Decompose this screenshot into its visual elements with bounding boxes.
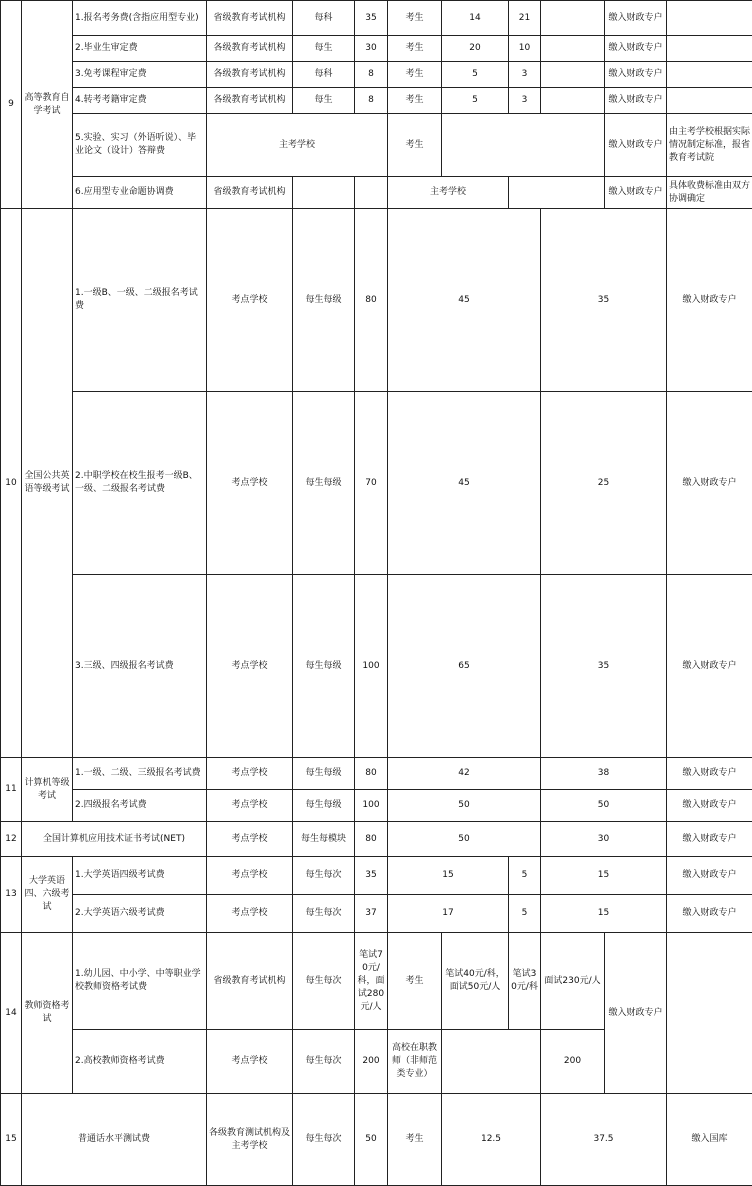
share-a: 15: [388, 857, 509, 895]
table-row: [1, 177, 752, 209]
table-row: [1, 857, 752, 895]
share-c: 面试230元/人: [541, 933, 605, 1030]
charging-basis: 每生: [293, 36, 355, 62]
fee-item: 2.大学英语六级考试费: [73, 895, 207, 933]
share-c: 38: [541, 758, 667, 790]
fee-standard: 80: [355, 822, 388, 857]
share-a: [442, 1030, 541, 1094]
charging-basis: 每生: [293, 88, 355, 114]
remark: [667, 933, 752, 1094]
fee-item: 6.应用型专业命题协调费: [73, 177, 207, 209]
table-row: [1, 114, 752, 177]
share-b: 10: [509, 36, 541, 62]
charging-basis: 每生每级: [293, 758, 355, 790]
fund-destination: 缴入财政专户: [667, 758, 752, 790]
group-number: 14: [1, 933, 22, 1094]
fee-standard: 8: [355, 62, 388, 88]
table-row: [1, 822, 752, 857]
payer: 考生: [388, 88, 442, 114]
share-a: 45: [388, 392, 541, 575]
remark: 具体收费标准由双方协调确定: [667, 177, 752, 209]
fee-standard: 200: [355, 1030, 388, 1094]
fund-destination: 缴入财政专户: [605, 1, 667, 36]
share-a: 50: [388, 822, 541, 857]
group-number: 15: [1, 1094, 22, 1186]
fund-destination: 缴入财政专户: [667, 209, 752, 392]
payer: 考生: [388, 114, 442, 177]
charging-unit: 省级教育考试机构: [207, 1, 293, 36]
fee-standard: 50: [355, 1094, 388, 1186]
group-category: 全国公共英语等级考试: [22, 209, 73, 758]
charging-unit: 各级教育考试机构: [207, 36, 293, 62]
charging-unit: 考点学校: [207, 209, 293, 392]
fee-item: 5.实验、实习（外语听说）、毕业论文（设计）答辩费: [73, 114, 207, 177]
payer: 考生: [388, 62, 442, 88]
group-category: 普通话水平测试费: [22, 1094, 207, 1186]
fee-item: 1.一级B、一级、二级报名考试费: [73, 209, 207, 392]
table-row: [1, 392, 752, 575]
share-c: 50: [541, 790, 667, 822]
fee-item: 1.报名考务费(含指应用型专业): [73, 1, 207, 36]
share-c: [541, 1, 605, 36]
charging-unit: 各级教育测试机构及主考学校: [207, 1094, 293, 1186]
remark: 由主考学校根据实际情况制定标准，报省教育考试院: [667, 114, 752, 177]
charging-basis: 每生每级: [293, 209, 355, 392]
fund-destination: 缴入财政专户: [667, 790, 752, 822]
charging-basis: 每科: [293, 62, 355, 88]
fund-destination: 缴入财政专户: [605, 62, 667, 88]
fee-standard: 37: [355, 895, 388, 933]
fund-destination: 缴入国库: [667, 1094, 752, 1186]
share-b: 3: [509, 88, 541, 114]
fee-standard: 100: [355, 790, 388, 822]
charging-unit: 省级教育考试机构: [207, 933, 293, 1030]
share-a: 12.5: [442, 1094, 541, 1186]
group-number: 11: [1, 758, 22, 822]
fund-destination: 缴入财政专户: [605, 933, 667, 1094]
charging-basis: 每生每次: [293, 1030, 355, 1094]
share-c: 30: [541, 822, 667, 857]
fee-standard: 8: [355, 88, 388, 114]
fee-standard: 80: [355, 209, 388, 392]
table-row: [1, 1094, 752, 1186]
share-c: 200: [541, 1030, 605, 1094]
fund-destination: 缴入财政专户: [667, 857, 752, 895]
share-b: 3: [509, 62, 541, 88]
charging-unit: 考点学校: [207, 758, 293, 790]
fee-item: 3.免考课程审定费: [73, 62, 207, 88]
payer: 主考学校: [388, 177, 509, 209]
share-c: [541, 88, 605, 114]
charging-unit: 主考学校: [207, 114, 388, 177]
remark: [667, 88, 752, 114]
fund-destination: 缴入财政专户: [667, 895, 752, 933]
charging-unit: 考点学校: [207, 790, 293, 822]
group-number: 13: [1, 857, 22, 933]
charging-unit: 考点学校: [207, 895, 293, 933]
charging-unit: 考点学校: [207, 822, 293, 857]
group-number: 12: [1, 822, 22, 857]
table-row: [1, 933, 752, 1030]
charging-basis: [293, 177, 355, 209]
fee-standard: 70: [355, 392, 388, 575]
share-c: 15: [541, 895, 667, 933]
charging-unit: 各级教育考试机构: [207, 88, 293, 114]
charging-basis: 每生每次: [293, 895, 355, 933]
group-category: 大学英语四、六级考试: [22, 857, 73, 933]
fund-destination: 缴入财政专户: [667, 575, 752, 758]
charging-unit: 考点学校: [207, 392, 293, 575]
charging-basis: 每生每级: [293, 392, 355, 575]
charging-unit: 各级教育考试机构: [207, 62, 293, 88]
remark: [667, 62, 752, 88]
share-a: [509, 177, 605, 209]
table-row: [1, 62, 752, 88]
fee-standard: 35: [355, 1, 388, 36]
share-a: 笔试40元/科，面试50元/人: [442, 933, 509, 1030]
remark: [667, 36, 752, 62]
table-row: [1, 790, 752, 822]
share-a: 65: [388, 575, 541, 758]
fee-item: 1.一级、二级、三级报名考试费: [73, 758, 207, 790]
fee-item: 2.中职学校在校生报考一级B、一级、二级报名考试费: [73, 392, 207, 575]
share-b: 5: [509, 857, 541, 895]
charging-basis: 每生每次: [293, 933, 355, 1030]
fee-standard: [355, 177, 388, 209]
charging-unit: 考点学校: [207, 857, 293, 895]
payer: 考生: [388, 1, 442, 36]
fund-destination: 缴入财政专户: [605, 114, 667, 177]
fee-standard: 35: [355, 857, 388, 895]
group-number: 10: [1, 209, 22, 758]
charging-basis: 每生每级: [293, 575, 355, 758]
group-category: 高等教育自学考试: [22, 1, 73, 209]
fee-item: 2.毕业生审定费: [73, 36, 207, 62]
fee-standard: 30: [355, 36, 388, 62]
fee-standard: 笔试70元/科，面试280元/人: [355, 933, 388, 1030]
share-a: [442, 114, 605, 177]
table-row: [1, 36, 752, 62]
group-category: 教师资格考试: [22, 933, 73, 1094]
share-a: 20: [442, 36, 509, 62]
share-c: 35: [541, 575, 667, 758]
table-row: [1, 895, 752, 933]
charging-basis: 每生每次: [293, 857, 355, 895]
fee-item: 3.三级、四级报名考试费: [73, 575, 207, 758]
share-c: 35: [541, 209, 667, 392]
share-a: 17: [388, 895, 509, 933]
payer: 考生: [388, 1094, 442, 1186]
share-a: 50: [388, 790, 541, 822]
fund-destination: 缴入财政专户: [605, 36, 667, 62]
fund-destination: 缴入财政专户: [667, 392, 752, 575]
share-a: 5: [442, 88, 509, 114]
payer: 考生: [388, 36, 442, 62]
remark: [667, 1, 752, 36]
group-number: 9: [1, 1, 22, 209]
payer: 高校在职教师（非师范类专业）: [388, 1030, 442, 1094]
charging-basis: 每生每次: [293, 1094, 355, 1186]
share-a: 14: [442, 1, 509, 36]
fee-item: 2.高校教师资格考试费: [73, 1030, 207, 1094]
charging-unit: 考点学校: [207, 575, 293, 758]
payer: 考生: [388, 933, 442, 1030]
charging-unit: 考点学校: [207, 1030, 293, 1094]
charging-basis: 每生每级: [293, 790, 355, 822]
share-a: 42: [388, 758, 541, 790]
fee-item: 2.四级报名考试费: [73, 790, 207, 822]
table-row: [1, 1, 752, 36]
table-row: [1, 758, 752, 790]
group-category: 全国计算机应用技术证书考试(NET): [22, 822, 207, 857]
share-c: 37.5: [541, 1094, 667, 1186]
charging-basis: 每科: [293, 1, 355, 36]
table-row: [1, 88, 752, 114]
fee-item: 1.大学英语四级考试费: [73, 857, 207, 895]
share-b: 5: [509, 895, 541, 933]
fee-standard: 80: [355, 758, 388, 790]
fee-item: 1.幼儿园、中小学、中等职业学校教师资格考试费: [73, 933, 207, 1030]
share-c: 15: [541, 857, 667, 895]
fee-item: 4.转考考籍审定费: [73, 88, 207, 114]
charging-basis: 每生每模块: [293, 822, 355, 857]
table-row: [1, 209, 752, 392]
share-a: 5: [442, 62, 509, 88]
table-row: [1, 575, 752, 758]
share-c: [541, 36, 605, 62]
share-c: [541, 62, 605, 88]
fund-destination: 缴入财政专户: [605, 177, 667, 209]
share-c: 25: [541, 392, 667, 575]
share-a: 45: [388, 209, 541, 392]
fund-destination: 缴入财政专户: [605, 88, 667, 114]
share-b: 21: [509, 1, 541, 36]
charging-unit: 省级教育考试机构: [207, 177, 293, 209]
share-b: 笔试30元/科: [509, 933, 541, 1030]
fee-standard: 100: [355, 575, 388, 758]
group-category: 计算机等级考试: [22, 758, 73, 822]
fund-destination: 缴入财政专户: [667, 822, 752, 857]
